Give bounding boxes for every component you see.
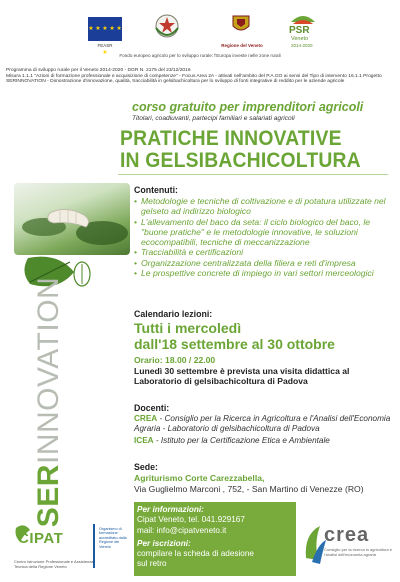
contents-heading: Contenuti:: [134, 185, 178, 195]
info-email[interactable]: mail: info@cipatveneto.it: [137, 526, 227, 535]
accreditation-mark: [93, 524, 133, 568]
title-divider: [118, 174, 388, 175]
course-subtitle: corso gratuito per imprenditori agricoli: [132, 100, 364, 114]
calendar-date-range: dall'18 settembre al 30 ottobre: [134, 336, 335, 352]
silkworm-icon: [14, 183, 130, 255]
feasr-caption: FEASR: [97, 43, 113, 48]
vertical-word-ser: SER: [32, 464, 65, 528]
calendar-day: Tutti i mercoledì: [134, 320, 242, 336]
cipat-wordmark: CIPAT: [18, 530, 64, 547]
venue-heading: Sede:: [134, 462, 158, 472]
cipat-caption: Centro Istruzione Professionale e Assistenza Tecnica della Regione Veneto: [14, 559, 94, 569]
republic-emblem-icon: [153, 12, 181, 42]
venue-name: Agriturismo Corte Carezzabella,: [134, 473, 265, 483]
teacher-item: [134, 414, 398, 434]
calendar-visit-note: Lunedì 30 settembre è prevista una visita didattica al Laboratorio di gelsibachicoltura di Padova: [134, 366, 350, 387]
accreditation-caption: Organismo di formazione accreditato dalla Regione del Veneto: [99, 527, 127, 549]
regione-veneto-caption: Regione del Veneto: [221, 43, 263, 48]
venue-address: Via Guglielmo Marconi , 752, - San Martino di Venezze (RO): [134, 484, 364, 494]
course-attendees: Titolari, coadiuvanti, partecipi familiari e salariati agricoli: [132, 115, 295, 122]
calendar-time: Orario: 18.00 / 22.00: [134, 355, 216, 365]
calendar-heading: Calendario lezioni:: [134, 309, 213, 319]
registration-heading: Per iscrizioni:: [137, 539, 191, 548]
programma-text: Programma di sviluppo rurale per il Veneto 2014-2020 - DGR N. 2175 del 23/12/2016 Misura 1.1.1 "Azioni di formazione professionale e acquisizione di competenze" - Focus Area 2A - attivati nell'ambito del P.A.GO ai sensi del Tipo di intervento 16.1.1 Progetto SERINNOVATION - Dimostrazione d'innovazione, qualità, tracciabilità in gelsibachicoltura per lo sviluppo di fonti integrative di reddito per le aziende agricole: [6, 68, 382, 85]
registration-line2: sul retro: [137, 559, 167, 568]
serinnovation-vertical-word: [24, 276, 74, 528]
registration-line1: compilare la scheda di adesione: [137, 549, 254, 558]
teacher-desc: - Istituto per la Certificazione Etica e Ambientale: [153, 436, 330, 445]
course-title-line1: PRATICHE INNOVATIVE: [120, 126, 342, 150]
list-item: • Organizzazione centralizzata della filiera e reti d'impresa: [134, 258, 396, 268]
list-item: • Metodologie e tecniche di coltivazione e di potatura utilizzate nel gelseto ad indirizzo biologico: [134, 196, 396, 217]
silkworm-photo: [14, 183, 130, 255]
list-item: • Le prospettive concrete di impiego in vari settori merceologici: [134, 268, 396, 278]
psr-word: PSR: [289, 25, 310, 36]
psr-region: Veneto: [291, 36, 309, 42]
teachers-heading: Docenti:: [134, 403, 170, 413]
course-title-line2: IN GELSIBACHICOLTURA: [120, 148, 361, 172]
contents-list: [134, 196, 396, 278]
info-phone: Cipat Veneto, tel. 041.929167: [137, 515, 245, 524]
info-heading: Per informazioni:: [137, 505, 204, 514]
teacher-item: [134, 436, 398, 446]
eu-stars-icon: ★ ★ ★ ★ ★ ★: [88, 26, 122, 56]
psr-years: 2014-2020: [291, 43, 313, 48]
list-item: • Tracciabilità e certificazioni: [134, 247, 396, 257]
teacher-key: CREA: [134, 414, 158, 423]
teacher-desc: - Consiglio per la Ricerca in Agricoltura e l'Analisi dell'Economia Agraria - Laboratorio di gelsibachicoltura di Padova: [134, 414, 391, 434]
crea-wordmark: crea: [324, 524, 370, 546]
regione-veneto-logo: [221, 14, 261, 42]
teacher-key: ICEA: [134, 436, 154, 445]
vertical-word-innovation: INNOVATION: [32, 276, 65, 465]
list-item: • L'allevamento del baco da seta: il ciclo biologico del baco, le "buone pratiche" e le metodologie innovative, le soluzioni ecocompatibili, tecniche di meccanizzazione: [134, 217, 396, 248]
crea-caption: Consiglio per la ricerca in agricoltura e l'analisi dell'economia agraria: [324, 547, 393, 557]
fondo-caption: Fondo europeo agricolo per lo sviluppo rurale: l'Europa investe nelle zone rurali: [119, 53, 281, 58]
